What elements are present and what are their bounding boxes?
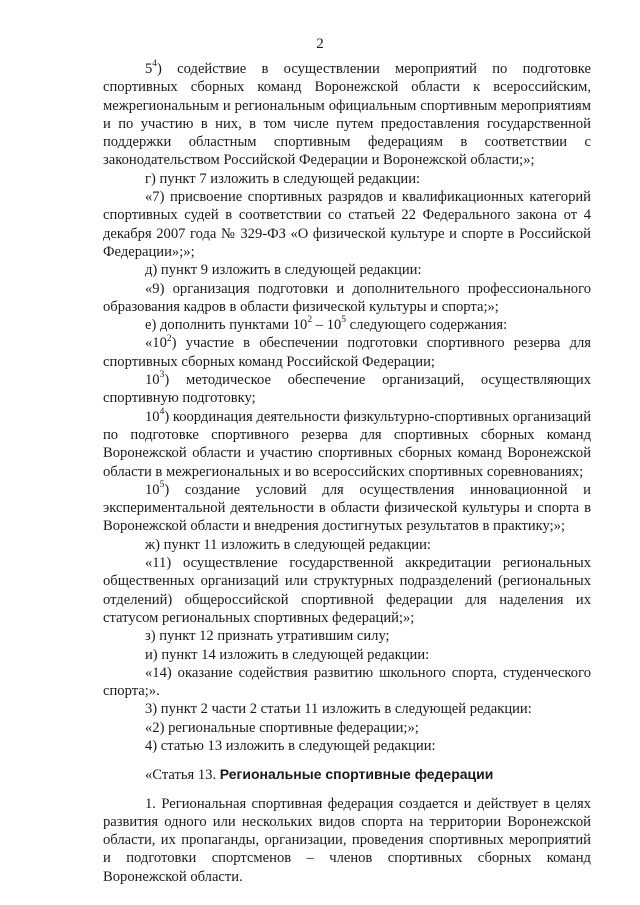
text-run: 5 — [145, 61, 153, 77]
paragraph: 1. Региональная спортивная федерация создается и действует в целях развития одного или нескольких видов спорта на территории Воронежской области, их пропаганды, организации, проведения спортивных мероприятий и подготовки спортсменов – членов спортивных сборных команд Воронежской области. — [103, 795, 591, 885]
superscript: 5 — [159, 479, 165, 490]
paragraph: 4) статью 13 изложить в следующей редакции: — [145, 737, 436, 754]
paragraph — [103, 334, 591, 371]
paragraph: «11) осуществление государственной аккредитации региональных общественных организаций или структурных подразделений (региональных отделений) общероссийской спортивной федерации для наделения их статусом региональных спортивных федераций;»; — [103, 555, 591, 626]
paragraph: ж) пункт 11 изложить в следующей редакции: — [145, 536, 431, 553]
paragraph: д) пункт 9 изложить в следующей редакции: — [145, 262, 422, 279]
text-run: 10 — [145, 481, 160, 498]
text-run: ) методическое обеспечение организаций, осуществляющих спортивную подготовку; — [103, 372, 591, 407]
text-run: ) создание условий для осуществления инновационной и экспериментальной деятельности в области физической культуры и спорта в Воронежской области и внедрения достигнутых результатов в практику;»; — [103, 481, 591, 535]
paragraph — [103, 371, 591, 408]
text-run: ) содействие в осуществлении мероприятий по подготовке спортивных сборных команд Воронежской области к всероссийским, межрегиональным и региональным официальным спортивным мероприятиям и по участию в них, в том числе путем предоставления государственной поддержки областным спортивным федерациям в соответствии с законодательством Российской Федерации и Воронежской области;»; — [103, 61, 591, 169]
page-number: 2 — [316, 36, 324, 52]
superscript: 5 — [341, 315, 347, 326]
text-run: «10 — [145, 335, 167, 352]
superscript: 4 — [152, 59, 158, 70]
superscript: 2 — [307, 315, 313, 326]
paragraph: «2) региональные спортивные федерации;»; — [145, 719, 419, 736]
paragraph: «9) организация подготовки и дополнительного профессионального образования кадров в области физической культуры и спорта;»; — [103, 280, 591, 315]
article-heading: Региональные спортивные федерации — [219, 766, 494, 783]
article-title — [103, 765, 591, 784]
paragraph — [103, 60, 591, 170]
paragraph: и) пункт 14 изложить в следующей редакции: — [145, 646, 430, 663]
paragraph — [103, 408, 591, 481]
superscript: 3 — [159, 370, 165, 381]
paragraph — [103, 481, 591, 536]
paragraph: 3) пункт 2 части 2 статьи 11 изложить в следующей редакции: — [145, 701, 532, 718]
text-run: – 10 — [312, 317, 342, 334]
text-run: 10 — [145, 372, 160, 389]
superscript: 2 — [166, 333, 172, 344]
text-run: следующего содержания: — [346, 317, 508, 334]
paragraph: г) пункт 7 изложить в следующей редакции: — [145, 170, 421, 187]
superscript: 4 — [159, 406, 165, 417]
paragraph: «14) оказание содействия развитию школьного спорта, студенческого спорта;». — [103, 664, 591, 700]
text-run: е) дополнить пунктами 10 — [145, 317, 308, 334]
text-run: ) координация деятельности физкультурно-спортивных организаций по подготовке спортивного резерва для спортивных сборных команд Воронежской области и участию спортивных сборных команд Воронежской области в межрегиональных и во всероссийских спортивных соревнованиях; — [103, 408, 591, 480]
article-number: «Статья 13. — [145, 767, 220, 784]
text-run: 10 — [145, 408, 160, 425]
document-body — [103, 60, 591, 886]
paragraph: з) пункт 12 признать утратившим силу; — [145, 628, 390, 645]
text-run: ) участие в обеспечении подготовки спортивного резерва для спортивных сборных команд Российской Федерации; — [103, 335, 591, 370]
paragraph — [103, 316, 591, 334]
paragraph: «7) присвоение спортивных разрядов и квалификационных категорий спортивных судей в соответствии со статьей 22 Федерального закона от 4 декабря 2007 года № 329-ФЗ «О физической культуре и спорте в Российской Федерации»;»; — [103, 189, 591, 260]
